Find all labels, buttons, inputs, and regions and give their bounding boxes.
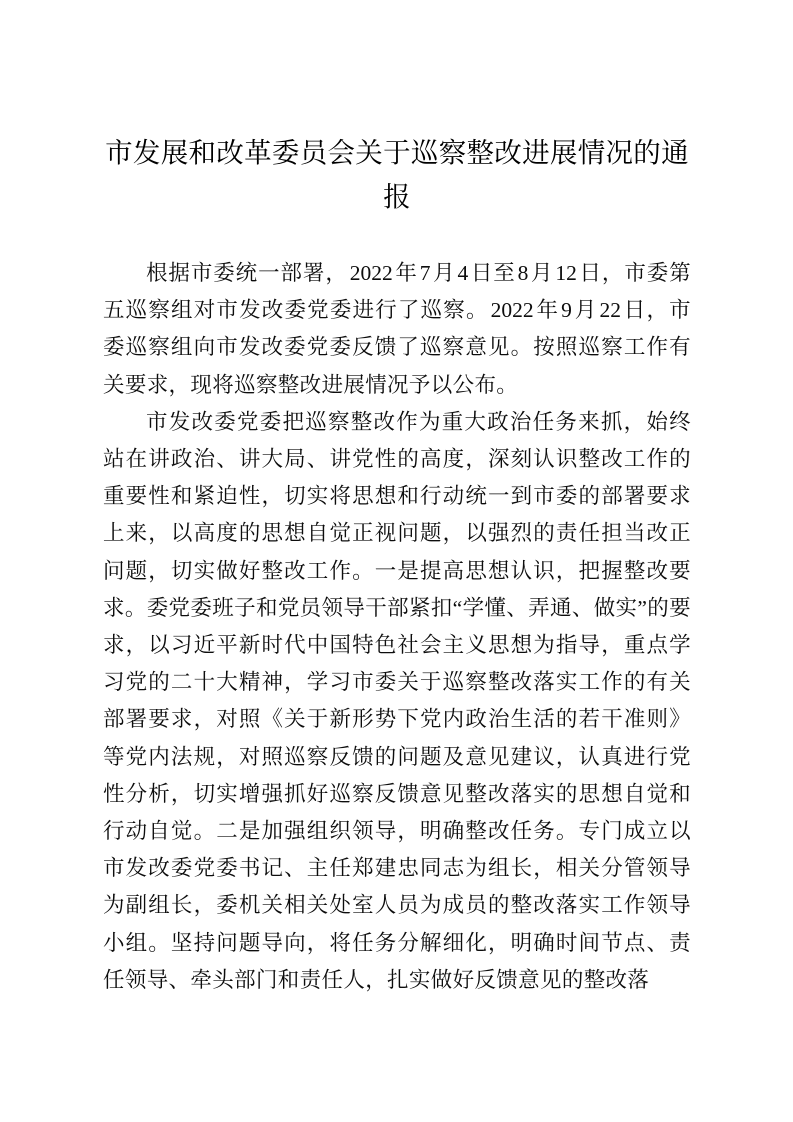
- inline-number: 4: [457, 261, 469, 285]
- document-content: [103, 0, 691, 999]
- inline-number: 12: [555, 261, 577, 285]
- inline-number: 8: [517, 261, 529, 285]
- inline-number: 2022: [349, 261, 393, 285]
- inline-number: 2022: [490, 298, 534, 323]
- inline-number: 22: [599, 298, 621, 323]
- document-body: [103, 219, 691, 999]
- inline-number: 7: [419, 261, 431, 285]
- page-title: 市发展和改革委员会关于巡察整改进展情况的通报: [105, 137, 689, 212]
- inline-number: 9: [561, 298, 572, 323]
- body-paragraph-1: 根据市委统一部署，2022年7月4日至8月12日，市委第五巡察组对市发改委党委进行了巡察。2022年9月22日，市委巡察组向市发改委党委反馈了巡察意见。按照巡察工作有关要求，现将巡察整改进展情况予以公布。: [103, 261, 692, 397]
- body-paragraph-2: 市发改委党委把巡察整改作为重大政治任务来抓，始终站在讲政治、讲大局、讲党性的高度，深刻认识整改工作的重要性和紧迫性，切实将思想和行动统一到市委的部署要求上来，以高度的思想自觉正视问题，以强烈的责任担当改正问题，切实做好整改工作。一是提高思想认识，把握整改要求。委党委班子和党员领导干部紧扣“学懂、弄通、做实”的要求，以习近平新时代中国特色社会主义思想为指导，重点学习党的二十大精神，学习市委关于巡察整改落实工作的有关部署要求，对照《关于新形势下党内政治生活的若干准则》等党内法规，对照巡察反馈的问题及意见建议，认真进行党性分析，切实增强抓好巡察反馈意见整改落实的思想自觉和行动自觉。二是加强组织领导，明确整改任务。专门成立以市发改委党委书记、主任郑建忠同志为组长，相关分管领导为副组长，委机关相关处室人员为成员的整改落实工作领导小组。坚持问题导向，将任务分解细化，明确时间节点、责任领导、牵头部门和责任人，扎实做好反馈意见的整改落: [103, 409, 691, 992]
